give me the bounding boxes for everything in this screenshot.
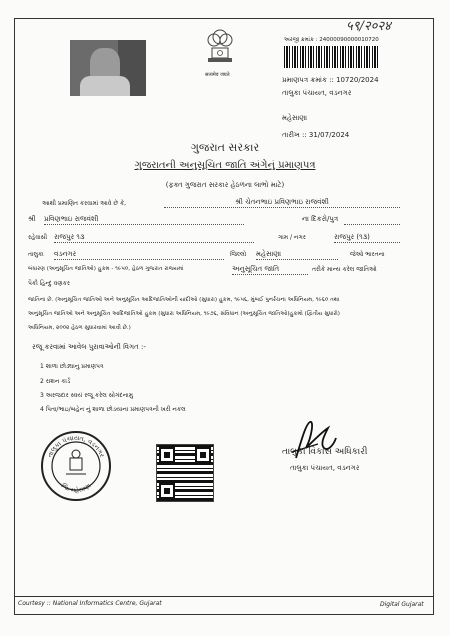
signatory-title: તાલુકા વિકાસ અધિકારી	[282, 447, 368, 457]
village-label: ગામ / નગર	[278, 234, 306, 241]
certificate-number: પ્રમાણપત્ર ક્રમાંક :: 10720/2024	[282, 76, 379, 84]
district: મહેસાણા	[282, 114, 308, 122]
document-item: 2 રાશન કાર્ડ	[40, 378, 71, 385]
district-value: મહેસાણા	[256, 250, 338, 260]
relation-underline	[344, 215, 400, 225]
line3-prefix: રહેવાસી	[28, 234, 48, 241]
taluka-value: વડનગર	[54, 250, 224, 260]
application-number: અરજી ક્રમાંક : 24000090000010720	[284, 37, 379, 43]
applicant-photo	[70, 40, 146, 96]
certificate-title: ગુજરાતની અનુસૂચિત જાતિ અંગેનું પ્રમાણપત્ર	[134, 160, 316, 171]
document-item: 3 અરજદાર સ્વયં રજૂ કરેલ સોગંદનામુ	[40, 392, 133, 399]
legal-note-line3: અધિનિયમ, ૨૦૦૨ હેઠળ સુધારવામાં આવી છે.)	[28, 325, 131, 331]
village-value: રાજપુર (૧૩)	[334, 233, 400, 243]
officer-signature	[284, 418, 340, 464]
signatory-office: તાલુકા પંચાયત, વડનગર	[290, 464, 360, 472]
document-item: 1 શાળા છોડ્યાનુ પ્રમાણપત્ર	[40, 363, 104, 370]
emblem-caption: सत्यमेव जयते	[205, 72, 230, 78]
issuing-office: તાલુકા પંચાયત, વડનગર	[282, 89, 352, 97]
barcode	[284, 46, 380, 68]
footer-courtesy: Courtesy :: National Informatics Centre, Gujarat	[18, 600, 162, 607]
office-seal-stamp	[40, 430, 112, 502]
issue-date: તારીખ :: 31/07/2024	[282, 131, 350, 139]
svg-text:જિ. મહેસાણા	[60, 481, 93, 494]
seal-ring-bottom-text: જિ. મહેસાણા	[59, 482, 93, 495]
line2-prefix: શ્રી	[28, 215, 36, 223]
district-label: જિલ્લો	[230, 251, 247, 258]
line4-prefix: તાલુકા	[28, 251, 44, 258]
line5-prefix: બંધારણ (અનુસૂચિત જાતિઓ) હુકમ - ૧૯૫૦, હેઠળ ગુજરાત રાજ્યમાં	[28, 266, 184, 272]
line5-suffix: તરીકે માન્ય કરેલ જાતિઓ	[312, 266, 377, 273]
footer-divider	[14, 596, 434, 597]
holder-name: શ્રી ચેતનભાઇ પ્રવિણભાઇ રાજવંશી	[164, 198, 400, 208]
national-emblem-icon	[198, 26, 242, 76]
relation-label: ના દિકરો/પુત્ર	[302, 215, 339, 223]
government-title: ગુજરાત સરકાર	[190, 141, 260, 154]
line4-suffix: જેઓ ભારતના	[350, 251, 385, 258]
seal-ring-top-text: તાલુકા પંચાયત, વડનગર	[45, 433, 107, 459]
certificate-subtitle: (ફક્ત ગુજરાત સરકાર હેઠળના લાભો માટે)	[165, 181, 285, 189]
residence-value: રાજપુર ૧૩	[54, 233, 254, 243]
line1-prefix: આથી પ્રમાણિત કરવામાં આવે છે કે,	[42, 200, 127, 207]
document-item: 4 પિતા/ભાઇ/બહેન નું શાળા છોડયાના પ્રમાણપત્રની ખરી નકલ	[40, 406, 186, 413]
category-value: અનુસૂચિત જાતિ	[232, 265, 308, 275]
verification-qr-code	[156, 444, 214, 502]
father-name: પ્રવિણભાઇ રાજવંશી	[44, 215, 244, 225]
caste-value: પૈકી હિન્દુ વણકર	[28, 280, 70, 287]
footer-brand: Digital Gujarat	[380, 601, 424, 608]
documents-heading: રજૂ કરવામાં આવેલ પુરાવાઓની વિગત :-	[32, 343, 146, 351]
legal-note-line2: અનુસૂચિત જાતિઓ અને અનુસૂચિત આદિજાતિઓ હુકમ (સુધારા અધિનિયમ, ૧૯૭૬, સંવિધાન (અનુસૂચિત જાતિઓ)હુકમો (દ્વિતીય સુધારો)	[28, 311, 340, 317]
handwritten-number: ५९/२०२४	[346, 19, 391, 34]
legal-note-line1: જાતિના છે. (અનુસૂચિત જાતિઓ અને અનુસૂચિત આદિજાતિઓની યાદીઓ (સુધારા) હુકમ, ૧૯૫૬, મુંબઈ પુનર્રચના અધિનિયમ, ૧૯૬૦ તથા	[28, 297, 340, 303]
